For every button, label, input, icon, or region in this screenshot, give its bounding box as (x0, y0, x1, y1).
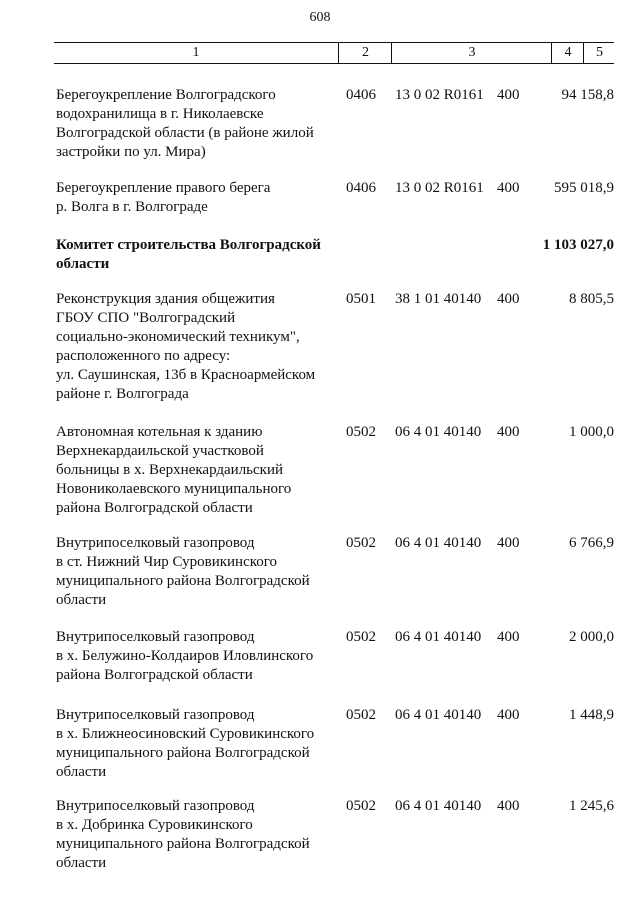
page-number: 608 (309, 10, 331, 25)
row-name: Внутрипоселковый газопровод в х. Ближнеосиновский Суровикинского муниципального района Волгоградской области (56, 707, 315, 780)
row-amount: 94 158,8 (561, 87, 614, 103)
row-section-code: 0502 (346, 629, 376, 645)
row-amount: 1 448,9 (569, 707, 614, 723)
row-amount: 8 805,5 (569, 291, 614, 307)
header-col-3: 3 (391, 43, 552, 63)
row-expense-type: 400 (497, 707, 520, 723)
row-section-code: 0406 (346, 180, 376, 196)
row-expense-type: 400 (497, 424, 520, 440)
header-col-2: 2 (338, 43, 392, 63)
row-target-code: 13 0 02 R0161 (395, 180, 484, 196)
row-section-code: 0502 (346, 707, 376, 723)
row-amount: 595 018,9 (554, 180, 614, 196)
row-expense-type: 400 (497, 629, 520, 645)
row-expense-type: 400 (497, 180, 520, 196)
row-section-code: 0502 (346, 535, 376, 551)
row-section-code: 0502 (346, 798, 376, 814)
row-amount: 1 103 027,0 (542, 237, 614, 253)
row-section-code: 0501 (346, 291, 376, 307)
row-target-code: 38 1 01 40140 (395, 291, 482, 307)
row-name: Комитет строительства Волгоградской области (56, 237, 321, 272)
row-target-code: 06 4 01 40140 (395, 798, 482, 814)
row-expense-type: 400 (497, 535, 520, 551)
row-amount: 2 000,0 (569, 629, 614, 645)
table-header (54, 42, 614, 64)
row-name: Реконструкция здания общежития ГБОУ СПО "Волгоградский социально-экономический техникум", расположенного по адресу: ул. Саушинская, 13б в Красноармейском районе г. Волгограда (56, 291, 316, 402)
row-target-code: 06 4 01 40140 (395, 424, 482, 440)
header-col-4: 4 (551, 43, 584, 63)
row-name: Берегоукрепление правого берега р. Волга в г. Волгограде (56, 180, 271, 215)
header-col-5: 5 (583, 43, 615, 63)
header-col-1: 1 (192, 45, 200, 60)
row-name: Автономная котельная к зданию Верхнекардаильской участковой больницы в х. Верхнекардаильский Новониколаевского муниципального района Волгоградской области (56, 424, 292, 516)
row-target-code: 13 0 02 R0161 (395, 87, 484, 103)
row-name: Внутрипоселковый газопровод в ст. Нижний Чир Суровикинского муниципального района Волгоградской области (56, 535, 310, 608)
row-expense-type: 400 (497, 291, 520, 307)
row-section-code: 0406 (346, 87, 376, 103)
row-name: Внутрипоселковый газопровод в х. Добринка Суровикинского муниципального района Волгоградской области (56, 798, 310, 871)
row-section-code: 0502 (346, 424, 376, 440)
row-target-code: 06 4 01 40140 (395, 707, 482, 723)
row-amount: 1 000,0 (569, 424, 614, 440)
row-expense-type: 400 (497, 87, 520, 103)
row-name: Берегоукрепление Волгоградского водохранилища в г. Николаевске Волгоградской области (в районе жилой застройки по ул. Мира) (56, 87, 314, 160)
row-amount: 6 766,9 (569, 535, 614, 551)
row-expense-type: 400 (497, 798, 520, 814)
row-target-code: 06 4 01 40140 (395, 629, 482, 645)
row-target-code: 06 4 01 40140 (395, 535, 482, 551)
row-amount: 1 245,6 (569, 798, 614, 814)
row-name: Внутрипоселковый газопровод в х. Белужино-Колдаиров Иловлинского района Волгоградской области (56, 629, 314, 683)
